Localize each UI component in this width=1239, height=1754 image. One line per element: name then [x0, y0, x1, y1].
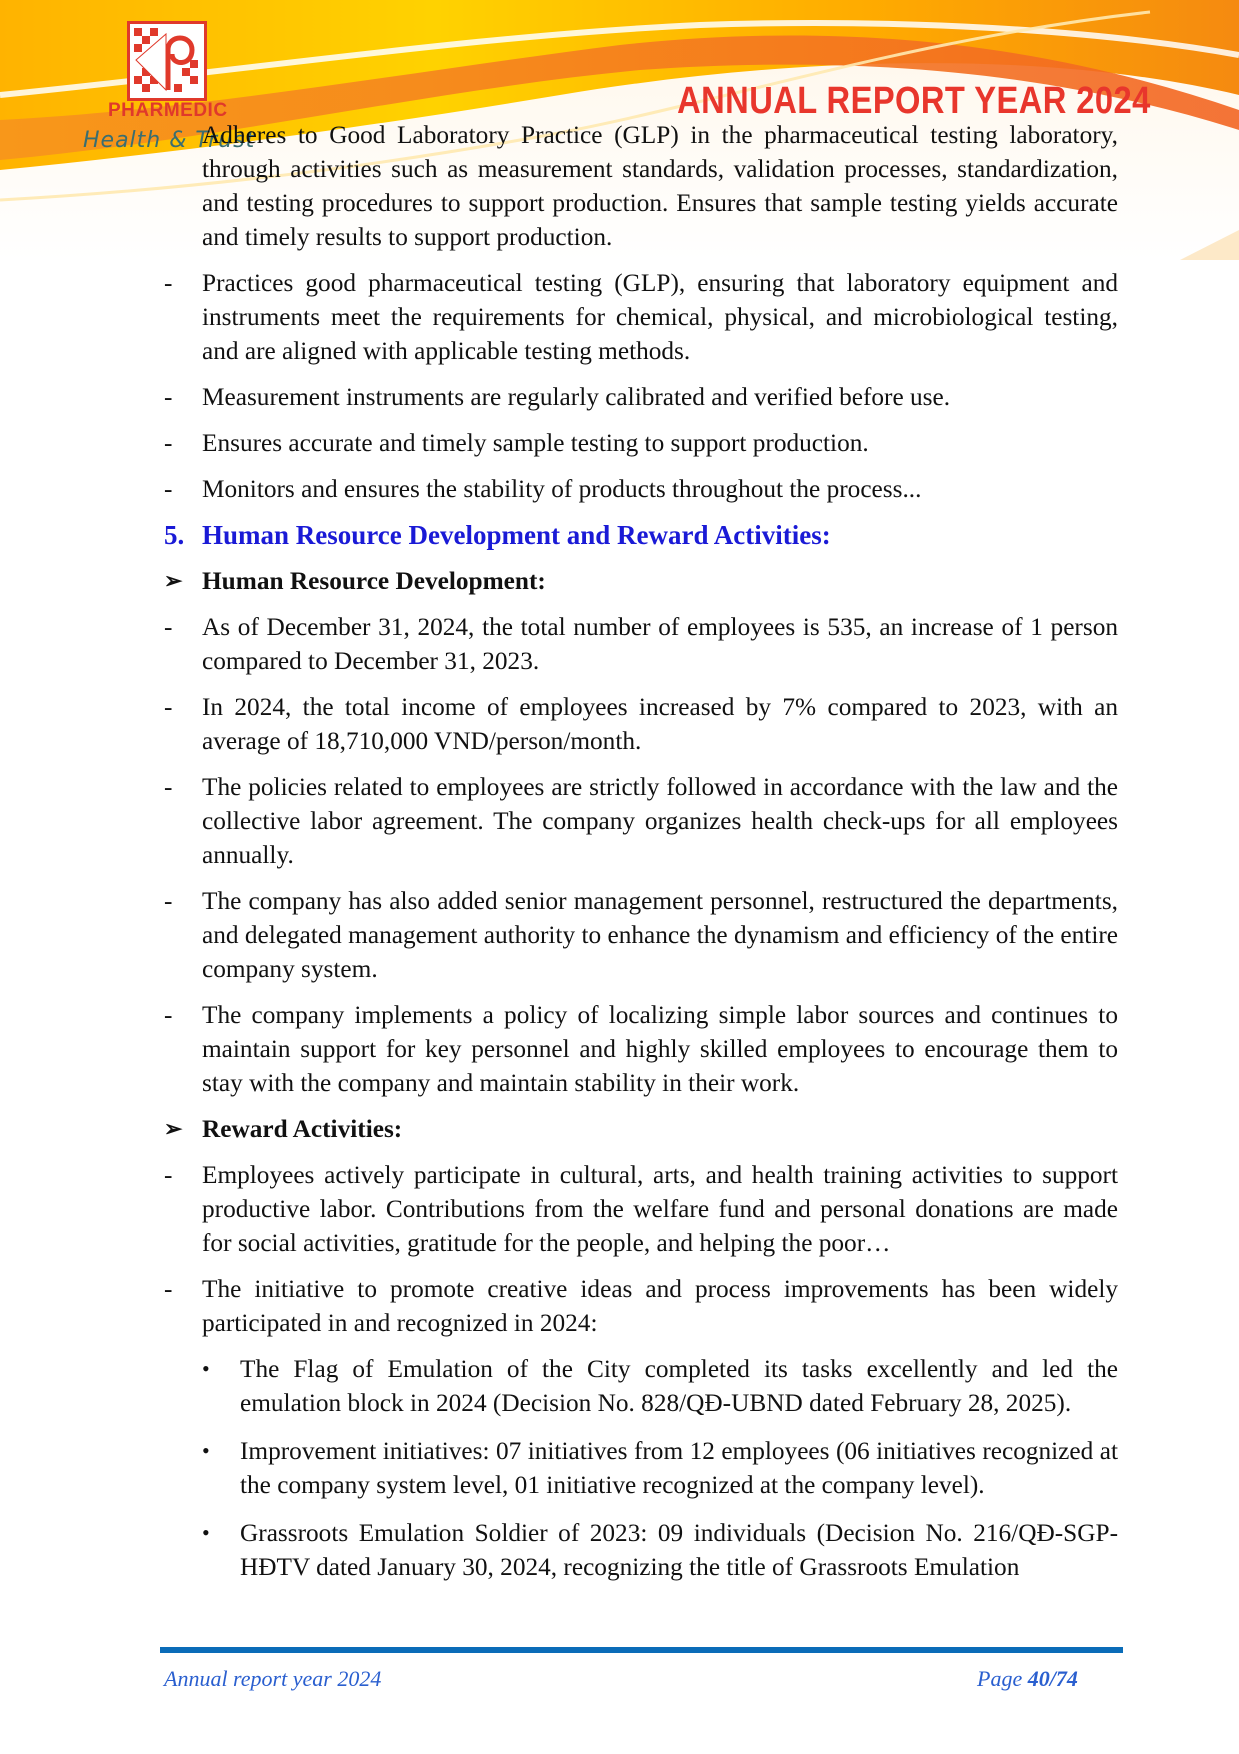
list-item [164, 472, 1118, 506]
list-item [164, 1272, 1118, 1340]
item-text: Practices good pharmaceutical testing (GLP), ensuring that laboratory equipment and instruments meet the requirements for chemical, physical, and microbiological testing, and are aligned with applicable testing methods. [202, 269, 1118, 365]
logo-checker-p-icon [130, 24, 204, 98]
list-item [164, 770, 1118, 872]
item-text: The initiative to promote creative ideas and process improvements has been widely participated in and recognized in 2024: [202, 1275, 1118, 1337]
item-text: The company has also added senior management personnel, restructured the departments, and delegated management authority to enhance the dynamism and efficiency of the entire company system. [202, 887, 1118, 983]
footer-report-name: Annual report year 2024 [164, 1666, 382, 1691]
item-text: Improvement initiatives: 07 initiatives from 12 employees (06 initiatives recognized at the company system level, 01 initiative recognized at the company level). [240, 1437, 1118, 1499]
subsection-title: Reward Activities: [202, 1115, 403, 1143]
list-item [164, 690, 1118, 758]
sub-list-item [164, 1352, 1118, 1420]
dash-marker: - [164, 887, 173, 915]
section-heading [164, 518, 1118, 552]
item-text: In 2024, the total income of employees increased by 7% compared to 2023, with an average of 18,710,000 VND/person/month. [202, 693, 1118, 755]
section-number: 5. [164, 520, 185, 550]
subsection-title: Human Resource Development: [202, 567, 546, 595]
page-body [164, 118, 1118, 1598]
item-text: The policies related to employees are strictly followed in accordance with the law and the collective labor agreement. The company organizes health check-ups for all employees annually. [202, 773, 1118, 869]
page-label: Page [977, 1666, 1028, 1691]
list-item [164, 610, 1118, 678]
report-title: ANNUAL REPORT YEAR 2024 [677, 80, 1151, 122]
dash-marker: - [164, 1161, 173, 1189]
item-text: Measurement instruments are regularly calibrated and verified before use. [202, 383, 951, 411]
subsection-heading-hr [164, 564, 1118, 598]
dash-marker: - [164, 383, 173, 411]
arrow-bullet-icon: ➢ [164, 1116, 183, 1141]
item-text: Ensures accurate and timely sample testing to support production. [202, 429, 869, 457]
list-item [164, 884, 1118, 986]
list-item [164, 998, 1118, 1100]
page-number: 40/74 [1027, 1666, 1078, 1691]
sub-list-item [164, 1516, 1118, 1584]
section-title: Human Resource Development and Reward Activities: [202, 520, 831, 550]
dash-marker: - [164, 475, 173, 503]
list-item [164, 266, 1118, 368]
brand-tagline: Health & Trust [83, 128, 256, 153]
dash-marker: - [164, 429, 173, 457]
arrow-bullet-icon: ➢ [164, 568, 183, 593]
dash-marker: - [164, 1275, 173, 1303]
list-item [164, 1158, 1118, 1260]
dash-marker: - [164, 693, 173, 721]
list-item [164, 118, 1118, 254]
list-item [164, 380, 1118, 414]
bullet-dot-icon: • [202, 1438, 210, 1463]
item-text: As of December 31, 2024, the total number of employees is 535, an increase of 1 person compared to December 31, 2023. [202, 613, 1118, 675]
footer-page-indicator [977, 1666, 1078, 1692]
item-text: Monitors and ensures the stability of products throughout the process... [202, 475, 922, 503]
bullet-dot-icon: • [202, 1520, 210, 1545]
subsection-heading-reward [164, 1112, 1118, 1146]
dash-marker: - [164, 1001, 173, 1029]
item-text: Grassroots Emulation Soldier of 2023: 09 individuals (Decision No. 216/QĐ-SGP-HĐTV dated January 30, 2024, recognizing the title of Grassroots Emulation [240, 1519, 1118, 1581]
bullet-dot-icon: • [202, 1356, 210, 1381]
dash-marker: - [164, 613, 173, 641]
item-text: Employees actively participate in cultural, arts, and health training activities to support productive labor. Contributions from the welfare fund and personal donations are made for social activities, gratitude for the people, and helping the poor… [202, 1161, 1118, 1257]
dash-marker: - [164, 773, 173, 801]
item-text: The company implements a policy of localizing simple labor sources and continues to maintain support for key personnel and highly skilled employees to encourage them to stay with the company and maintain stability in their work. [202, 1001, 1118, 1097]
pharmedic-logo [127, 21, 207, 101]
item-text: The Flag of Emulation of the City completed its tasks excellently and led the emulation block in 2024 (Decision No. 828/QĐ-UBND dated February 28, 2025). [240, 1355, 1118, 1417]
footer-divider [160, 1647, 1123, 1653]
list-item [164, 426, 1118, 460]
dash-marker: - [164, 269, 173, 297]
sub-list-item [164, 1434, 1118, 1502]
brand-name: PHARMEDIC [108, 100, 228, 121]
item-text: Adheres to Good Laboratory Practice (GLP) in the pharmaceutical testing laboratory, through activities such as measurement standards, validation processes, standardization, and testing procedures to support production. Ensures that sample testing yields accurate and timely results to support production. [202, 121, 1118, 251]
